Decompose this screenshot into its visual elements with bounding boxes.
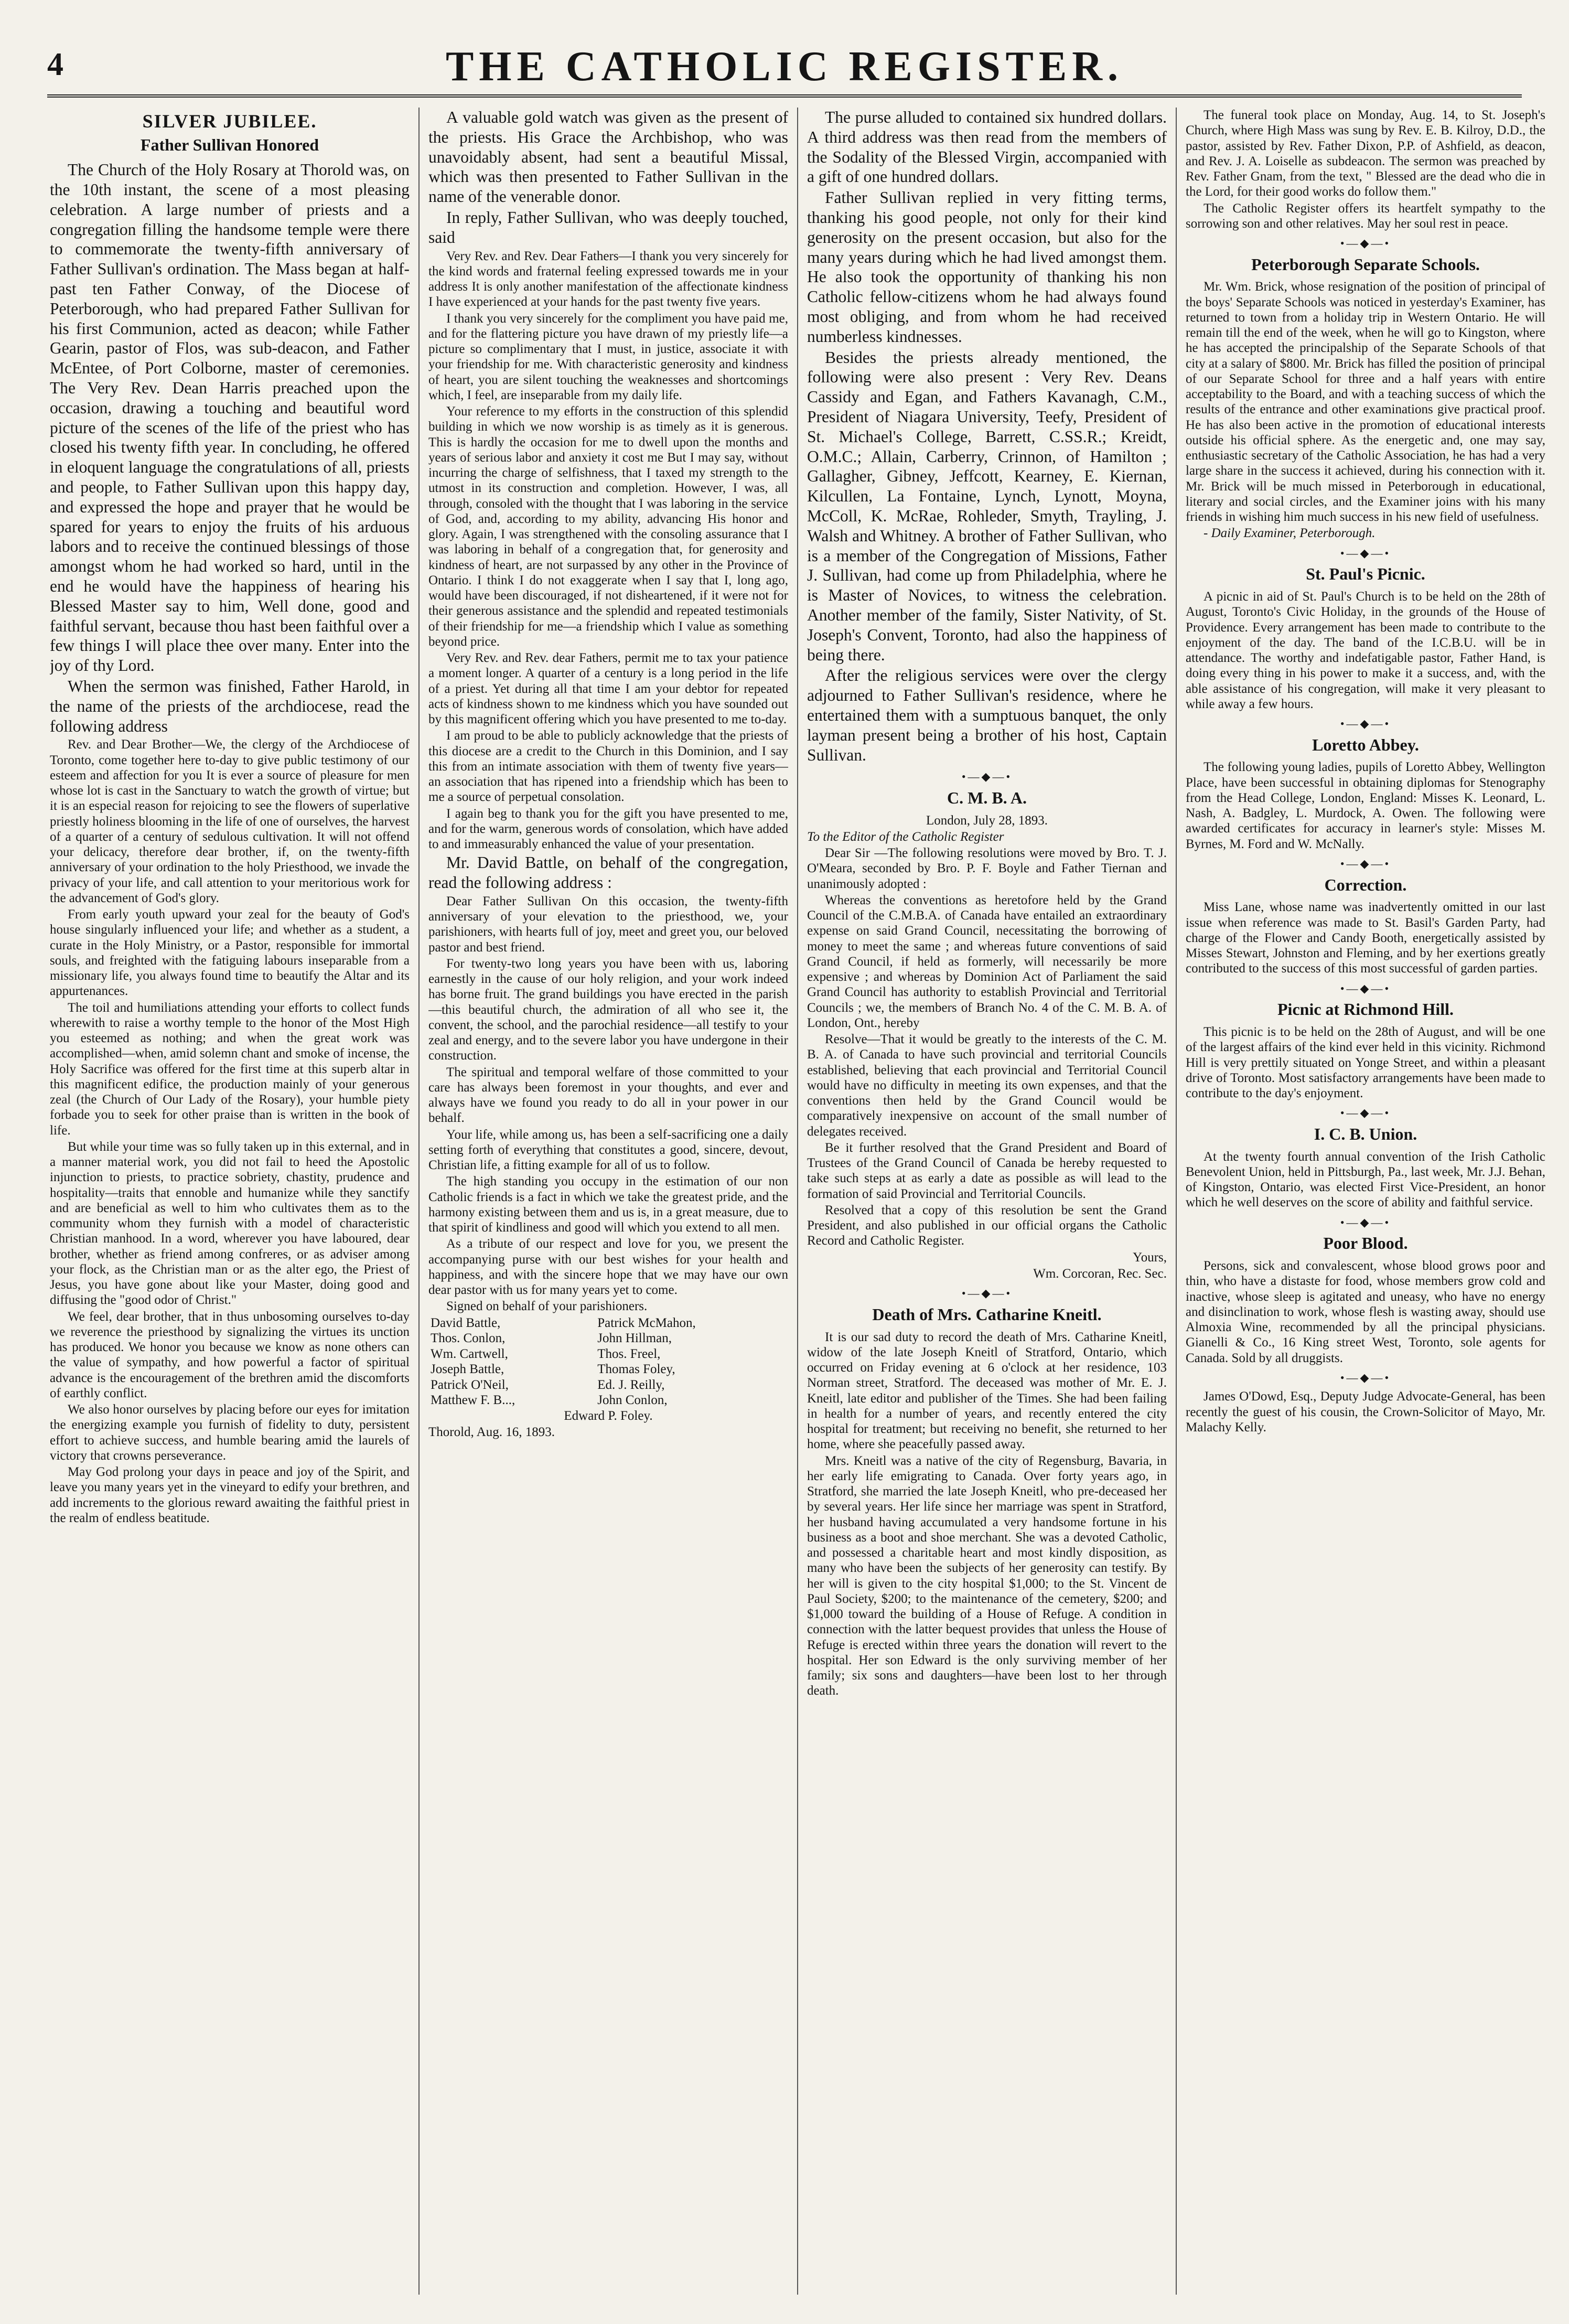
separator: •—◆—• <box>1340 1215 1391 1229</box>
address-paragraph: From early youth upward your zeal for the beauty of God's house singularly influenced your life; and whether as a student, a curate in the Holy Ministry, or a Pastor, responsible for immortal souls, and freighted with the fatiguing labours inseparable from a missionary life, you always found time to beautify the Altar and its appurtenances. <box>50 907 410 999</box>
signer-name: Thomas Foley, <box>597 1362 675 1377</box>
congregation-paragraph: Signed on behalf of your parishioners. <box>446 1299 648 1314</box>
signer-name: John Conlon, <box>597 1393 668 1408</box>
dateline: London, July 28, 1893. <box>926 813 1048 828</box>
signer-row <box>428 1362 788 1377</box>
paragraph: At the twenty fourth annual convention of the Irish Catholic Benevolent Union, held in Pittsburgh, Pa., last week, Mr. J.J. Behan, of Kingston, Ontario, was elected First Vice-President, an honor which he well deserves on the score of ability and faithful service. <box>1186 1149 1545 1210</box>
paragraph: Dear Sir —The following resolutions were moved by Bro. T. J. O'Meara, seconded by Bro. P. F. Boyle and Father Tiernan and unanimously adopted : <box>807 846 1167 891</box>
column-2 <box>428 108 788 2295</box>
separator: •—◆—• <box>1340 1370 1391 1384</box>
paragraph: Mr. David Battle, on behalf of the congregation, read the following address : <box>428 853 788 892</box>
signer-name: Patrick McMahon, <box>597 1315 696 1330</box>
address-paragraph: We also honor ourselves by placing before our eyes for imitation the energizing example you furnish of fidelity to duty, persistent effort to achieve success, and humble bearing amid the laurels of victory that crowns perseverance. <box>50 1402 410 1463</box>
signoff: Yours, <box>1133 1250 1167 1265</box>
signer-row <box>428 1393 788 1408</box>
paragraph: Whereas the conventions as heretofore held by the Grand Council of the C.M.B.A. of Canada have entailed an extraordinary expense on said Grand Council, necessitating the borrowing of money to meet the same ; and whereas future conventions of said Grand Council, if held as formerly, will necessarily be more expensive ; and whereas by Dominion Act of Parliament the said Grand Council has authority to establish Provincial and Territorial Councils ; we, the members of Branch No. 4 of the C. M. B. A. of London, Ont., hereby <box>807 893 1167 1030</box>
congregation-paragraph: Your life, while among us, has been a self-sacrificing one a daily setting forth of everything that constitutes a good, sincere, devout, Christian life, a fitting example for all of us to follow. <box>428 1127 788 1173</box>
column-1 <box>50 108 410 2295</box>
paragraph: Besides the priests already mentioned, the following were also present : Very Rev. Deans Cassidy and Egan, and Fathers Kavanagh, C.M., President of Niagara University, Teefy, President of St. Michael's College, Barrett, C.SS.R.; Kreidt, O.M.C.; Allain, Carberry, Crinnon, of Hamilton ; Gallagher, Gibney, Jeffcott, Kearney, E. Kiernan, Kilcullen, La Fontaine, Lynch, Lynott, Moyna, McColl, K. McRae, Rohleder, Smyth, Trayling, J. Walsh and Whitney. A brother of Father Sullivan, who is a member of the Congregation of Missions, Father J. Sullivan, had come up from Philadelphia, where he is Master of Novices, to witness the celebration. Another member of the family, Sister Nativity, of St. Joseph's Convent, Toronto, had also the happiness of being there. <box>807 348 1167 664</box>
signer-name: John Hillman, <box>597 1331 672 1346</box>
congregation-paragraph: The high standing you occupy in the estimation of our non Catholic friends is a fact in which we take the greatest pride, and the harmony existing between them and us is, in a great measure, due to that spirit of kindliness and good will which you extend to all men. <box>428 1174 788 1235</box>
separator: •—◆—• <box>1340 1106 1391 1120</box>
paragraph: Be it further resolved that the Grand President and Board of Trustees of the Grand Council of Canada be hereby requested to take such steps at as early a date as possible as will lead to the formation of said Provincial and Territorial Councils. <box>807 1140 1167 1201</box>
signer-name: Joseph Battle, <box>431 1362 504 1377</box>
paragraph: Resolve—That it would be greatly to the interests of the C. M. B. A. of Canada to have such provincial and territorial Councils established, believing that each provincial and Territorial Council would have no difficulty in meeting its own expenses, and that the conventions then held by the Grand Council would be comparatively inexpensive on account of the small number of delegates received. <box>807 1032 1167 1139</box>
signer-name: Matthew F. B..., <box>431 1393 515 1408</box>
paragraph: After the religious services were over the clergy adjourned to Father Sullivan's residence, where he entertained them with a sumptuous banquet, the only layman present being a brother of his host, Captain Sullivan. <box>807 666 1167 764</box>
congregation-paragraph: The spiritual and temporal welfare of those committed to your care has always been foremost in your thoughts, and ever and always have we found you ready to do all in your power in our behalf. <box>428 1065 788 1126</box>
signer-name: Wm. Cartwell, <box>431 1346 508 1361</box>
separator: •—◆—• <box>961 1287 1013 1300</box>
separator: •—◆—• <box>1340 856 1391 870</box>
last-signer: Edward P. Foley. <box>564 1408 653 1423</box>
paragraph: Mrs. Kneitl was a native of the city of Regensburg, Bavaria, in her early life emigrating to Canada. Over forty years ago, in Stratford, she married the late Joseph Kneitl, who pre-deceased her by several years. Her life since her marriage was spent in Stratford, her husband having accumulated a very handsome fortune in his business as a boot and shoe merchant. She was a devoted Catholic, and possessed a charitable heart and most kindly disposition, as many who have been the subjects of her generosity can testify. By her will is given to the city hospital $1,000; to the St. Vincent de Paul Society, $200; to the maintenance of the cemetery, $200; and $1,000 toward the building of a House of Refuge. A condition in connection with the latter bequest provides that unless the House of Refuge is erected within three years the donation will revert to the hospital. Her son Edward is the only surviving member of her family; six sons and daughters—have been lost to her through death. <box>807 1453 1167 1698</box>
page-number: 4 <box>47 47 63 82</box>
address-paragraph: Rev. and Dear Brother—We, the clergy of the Archdiocese of Toronto, come together here to-day to give public testimony of our esteem and affection for you It is ever a source of pleasure for men whose lot is cast in the Sanctuary to watch the growth of virtue; but it is an especial reason for rejoicing to see the flowers of superlative priestly holiness blooming in the life of one of ourselves, the harvest of a quarter of a century of sedulous cultivation. It will not offend your delicacy, therefore dear brother, if, on the twenty-fifth anniversary of your ordination to the holy Priesthood, we invade the privacy of your life, and call attention to your meritorious work for the advancement of God's glory. <box>50 737 410 905</box>
signer-name: Thos. Freel, <box>597 1346 661 1361</box>
death-title: Death of Mrs. Catharine Kneitl. <box>872 1304 1102 1324</box>
signer-name: Ed. J. Reilly, <box>597 1377 665 1392</box>
loretto-title: Loretto Abbey. <box>1312 735 1419 754</box>
separator: •—◆—• <box>1340 237 1391 250</box>
congregation-paragraph: As a tribute of our respect and love for you, we present the accompanying purse with our best wishes for your health and happiness, and with the sincere hope that we may have our own dear pastor with us for many years yet to come. <box>428 1237 788 1298</box>
column-rule <box>797 108 798 2295</box>
signer-row <box>428 1346 788 1362</box>
paragraph: The Church of the Holy Rosary at Thorold was, on the 10th instant, the scene of a most pleasing celebration. A large number of priests and a congregation filling the handsome temple were there to commemorate the twenty-fifth anniversary of Father Sullivan's ordination. The Mass began at half-past ten Father Conway, of the Diocese of Peterborough, who had prepared Father Sullivan for his first Communion, acted as deacon; while Father Gearin, pastor of Flos, was sub-deacon, and Father McEntee, of Port Colborne, master of ceremonies. The Very Rev. Dean Harris preached upon the occasion, drawing a touching and beautiful word picture of the scenes of the life of the priest who has closed his twenty fifth year. In concluding, he offered in eloquent language the congratulations of all, priests and people, to Father Sullivan upon this happy day, and expressed the hope and prayer that he would be spared for years to enjoy the fruits of his arduous labors and to receive the continued blessings of those amongst whom he had worked so hard, until in the end he would have the happiness of hearing his Blessed Master say to him, Well done, good and faithful servant, because thou hast been faithful over a few things I will place thee over many. Enter into the joy of thy Lord. <box>50 160 410 675</box>
paper-name: THE CATHOLIC REGISTER. <box>445 44 1124 90</box>
column-rule <box>1176 108 1177 2295</box>
column-4 <box>1186 108 1545 2295</box>
address-paragraph: But while your time was so fully taken up in this external, and in a manner material work, you did not fail to heed the Apostolic injunction to priests, to practice sobriety, chastity, prudence and hospitality—traits that ennoble and humanize while they sanctify and are beneficial as well to him who cultivates them as to the community whom they furnish with a model of characteristic Christian manhood. In a word, wherever you have laboured, dear brother, whether as friend among confreres, or as adviser among your flock, as the Christian man or as the alter ego, the Priest of Jesus, you have gone about like your Master, doing good and diffusing the "good odor of Christ." <box>50 1139 410 1308</box>
paragraph: This picnic is to be held on the 28th of August, and will be one of the largest affairs of the kind ever held in this vicinity. Richmond Hill is very prettily situated on Yonge Street, and within a pleasant drive of Toronto. Most satisfactory arrangements have been made to contribute to the day's enjoyment. <box>1186 1025 1545 1101</box>
separator: •—◆—• <box>961 770 1013 784</box>
credit: - Daily Examiner, Peterborough. <box>1203 526 1375 541</box>
separator: •—◆—• <box>1340 546 1391 560</box>
signer-name: David Battle, <box>431 1315 501 1330</box>
paragraph: When the sermon was finished, Father Harold, in the name of the priests of the archdiocese, read the following address <box>50 677 410 735</box>
jubilee-title: SILVER JUBILEE. <box>142 111 317 132</box>
reply-paragraph: Your reference to my efforts in the construction of this splendid building in which we now worship is as timely as it is generous. This is hardly the occasion for me to dwell upon the months and years of serious labor and anxiety it cost me But I may say, without incurring the charge of selfishness, that I taxed my strength to the utmost in its construction and completion. However, I was, all through, consoled with the thought that I was laboring in the service of God, and, according to my ability, advancing His honor and glory. Again, I was strengthened with the consoling assurance that I was laboring in behalf of a congregation that, for generosity and kindness of heart, are not surpassed by any other in the Province of Ontario. I think I do not exaggerate when I say that I, long ago, would have been discouraged, if not disheartened, if it were not for their generous assistance and the splendid and repeated testimonials of their friendship for me—a friendship which I value as something beyond price. <box>428 404 788 649</box>
signer-row <box>428 1331 788 1346</box>
signers-table <box>428 1315 788 1408</box>
poor-blood-title: Poor Blood. <box>1323 1234 1408 1253</box>
peterborough-title: Peterborough Separate Schools. <box>1251 254 1480 274</box>
reply-paragraph: I again beg to thank you for the gift you have presented to me, and for the warm, generous words of consolation, which have added to and immeasurably enhanced the value of your presentation. <box>428 806 788 852</box>
jubilee-subtitle: Father Sullivan Honored <box>140 135 319 155</box>
paragraph: The funeral took place on Monday, Aug. 14, to St. Joseph's Church, where High Mass was sung by Rev. E. B. Kilroy, D.D., the pastor, assisted by Rev. Father Dixon, P.P. of Ashfield, as deacon, and Rev. J. A. Loiselle as subdeacon. The sermon was preached by Rev. Father Gnam, from the text, " Blessed are the dead who die in the Lord, for their good works do follow them." <box>1186 108 1545 199</box>
paragraph: It is our sad duty to record the death of Mrs. Catharine Kneitl, widow of the late Joseph Kneitl of Stratford, Ontario, which occurred on Friday evening at 6 o'clock at her residence, 103 Norman street, Stratford. The deceased was mother of Mr. E. J. Kneitl, late editor and publisher of the Times. She had been failing in health for a number of years, and recently entered the city hospital for treatment; but receiving no benefit, she returned to her home, where she peacefully passed away. <box>807 1330 1167 1452</box>
paragraph: Mr. Wm. Brick, whose resignation of the position of principal of the boys' Separate Schools was noticed in yesterday's Examiner, has returned to town from a holiday trip in Western Ontario. He will remain till the end of the week, when he will go to Kingston, where he has accepted the principalship of the Separate Schools of that city at a salary of $800. Mr. Brick has filled the position of principal of our Separate School for three and a half years with entire acceptability to the Board, and with a teaching success of which the results of the entrance and other examinations give practical proof. He has also been active in the promotion of educational interests outside his official sphere. As the energetic and, one may say, enthusiastic secretary of the Catholic Association, he has had a very large share in the success it achieved, during his connection with it. Mr. Brick will be much missed in Peterborough in educational, literary and social circles, and the Examiner joins with his many friends in wishing him much success in his new field of usefulness. <box>1186 280 1545 524</box>
paragraph: The following young ladies, pupils of Loretto Abbey, Wellington Place, have been successful in obtaining diplomas for Stenography from the Head College, London, England: Misses K. Leonard, L. Nash, A. Badgley, L. Murdock, A. Owen. The following were awarded certificates for accuracy in learner's style: Misses M. Byrnes, M. Ford and W. McNally. <box>1186 760 1545 851</box>
address-paragraph: The toil and humiliations attending your efforts to collect funds wherewith to raise a worthy temple to the honor of the Most High you esteemed as nothing; and when the great work was accomplished—when, amid solemn chant and smoke of incense, the Holy Sacrifice was offered for the first time at this superb altar in this magnificent edifice, the production mainly of your generous zeal (the Church of Our Lady of the Rosary), your humble piety forbade you to seek for other praise than is written in the book of life. <box>50 1000 410 1138</box>
address-paragraph: May God prolong your days in peace and joy of the Spirit, and leave you many years yet in the vineyard to edify your brethren, and add increments to the glorious reward awaiting the faithful priest in the realm of endless beatitude. <box>50 1465 410 1525</box>
paragraph: The purse alluded to contained six hundred dollars. A third address was then read from the members of the Sodality of the Blessed Virgin, accompanied with a gift of one hundred dollars. <box>807 108 1167 186</box>
signer-name: Thos. Conlon, <box>431 1331 506 1346</box>
signer-name: Patrick O'Neil, <box>431 1377 509 1392</box>
paragraph: A valuable gold watch was given as the present of the priests. His Grace the Archbishop, who was unavoidably absent, had sent a beautiful Missal, which was then presented to Father Sullivan in the name of the venerable donor. <box>428 108 788 206</box>
paragraph: A picnic in aid of St. Paul's Church is to be held on the 28th of August, Toronto's Civic Holiday, in the grounds of the House of Providence. Every arrangement has been made to contribute to the enjoyment of the day. The band of the I.C.B.U. will be in attendance. The worthy and indefatigable pastor, Father Hand, is doing every thing in his power to make it a success, and, with the able assistance of his congregation, will make it very pleasant to while away a few hours. <box>1186 590 1545 711</box>
separator: •—◆—• <box>1340 981 1391 995</box>
signature: Wm. Corcoran, Rec. Sec. <box>1033 1266 1167 1281</box>
column-3 <box>807 108 1167 2295</box>
richmond-title: Picnic at Richmond Hill. <box>1277 1000 1454 1019</box>
place-date: Thorold, Aug. 16, 1893. <box>428 1425 555 1439</box>
separator: •—◆—• <box>1340 717 1391 731</box>
signer-row <box>428 1315 788 1331</box>
congregation-paragraph: Dear Father Sullivan On this occasion, the twenty-fifth anniversary of your elevation to the priesthood, we, your parishioners, with hearts full of joy, meet and greet you, our beloved pastor and best friend. <box>428 894 788 955</box>
paragraph: Miss Lane, whose name was inadvertently omitted in our last issue when reference was made to St. Basil's Garden Party, had charge of the Flower and Candy Booth, energetically assisted by Misses Stewart, Johnston and Fleming, and by her exertions greatly contributed to the success of this most successful of garden parties. <box>1186 900 1545 976</box>
to-editor: To the Editor of the Catholic Register <box>807 829 1004 844</box>
correction-title: Correction. <box>1324 875 1407 894</box>
reply-paragraph: I am proud to be able to publicly acknowledge that the priests of this diocese are a credit to the Church in this Dominion, and I say this from an intimate association with them of twenty five years—an association that has ripened into a friendship which has been to me a source of perpetual consolation. <box>428 729 788 805</box>
paragraph: Father Sullivan replied in very fitting terms, thanking his good people, not only for their kind generosity on the present occasion, but also for the many years during which he had lived amongst them. He also took the opportunity of thanking his non Catholic fellow-citizens whom he had always found most obliging, and from whom he had received numberless kindnesses. <box>807 188 1167 346</box>
paragraph: In reply, Father Sullivan, who was deeply touched, said <box>428 208 788 247</box>
column-rule <box>418 108 420 2295</box>
paragraph: Resolved that a copy of this resolution be sent the Grand President, and also published in our official organs the Catholic Record and Catholic Register. <box>807 1203 1167 1248</box>
cmba-title: C. M. B. A. <box>947 788 1027 807</box>
reply-paragraph: Very Rev. and Rev. Dear Fathers—I thank you very sincerely for the kind words and fraternal feeling expressed towards me in your address It is only another manifestation of the affectionate kindness I have experienced at your hands for the past twenty five years. <box>428 249 788 309</box>
congregation-paragraph: For twenty-two long years you have been with us, laboring earnestly in the cause of our holy religion, and your work indeed has borne fruit. The grand buildings you have erected in the parish—this beautiful church, the admiration of all who see it, the convent, the school, and the parochial residence—all testify to your zeal and energy, and to the severe labor you have undergone in their construction. <box>428 956 788 1063</box>
address-paragraph: We feel, dear brother, that in thus unbosoming ourselves to-day we reverence the priesthood by signalizing the virtues its unction has produced. We honor you because we know as none others can the value of sympathy, and how powerful a factor of spiritual advance is the encouragement of the brethren amid the discomforts of earthly conflict. <box>50 1309 410 1400</box>
paragraph: The Catholic Register offers its heartfelt sympathy to the sorrowing son and other relatives. May her soul rest in peace. <box>1186 201 1545 231</box>
paragraph: James O'Dowd, Esq., Deputy Judge Advocate-General, has been recently the guest of his cousin, the Crown-Solicitor of Mayo, Mr. Malachy Kelly. <box>1186 1389 1545 1434</box>
masthead <box>47 37 1522 98</box>
paragraph: Persons, sick and convalescent, whose blood grows poor and thin, who have a distaste for food, whose members grow cold and inactive, whose sleep is agitated and uneasy, who have no energy and disinclination to work, whose flesh is wasting away, should use Almoxia Wine, recommended by all the principal physicians. Gianelli & Co., 16 King street West, Toronto, sole agents for Canada. Sold by all druggists. <box>1186 1259 1545 1365</box>
signer-row <box>428 1377 788 1393</box>
stpauls-title: St. Paul's Picnic. <box>1306 564 1425 584</box>
icbu-title: I. C. B. Union. <box>1314 1124 1417 1143</box>
reply-paragraph: Very Rev. and Rev. dear Fathers, permit me to tax your patience a moment longer. A quarter of a century is a long period in the life of a priest. Yet during all that time I am your debtor for repeated acts of kindness shown to me kindness which you have sounded out by this magnificent offering which you have presented to me to-day. <box>428 651 788 727</box>
reply-paragraph: I thank you very sincerely for the compliment you have paid me, and for the flattering picture you have drawn of my priestly life—a picture so complimentary that I must, in justice, associate it with your friendship for me. With characteristic generosity and kindness of heart, you are silent touching the weaknesses and shortcomings which, I feel, are inseparable from my daily life. <box>428 311 788 402</box>
